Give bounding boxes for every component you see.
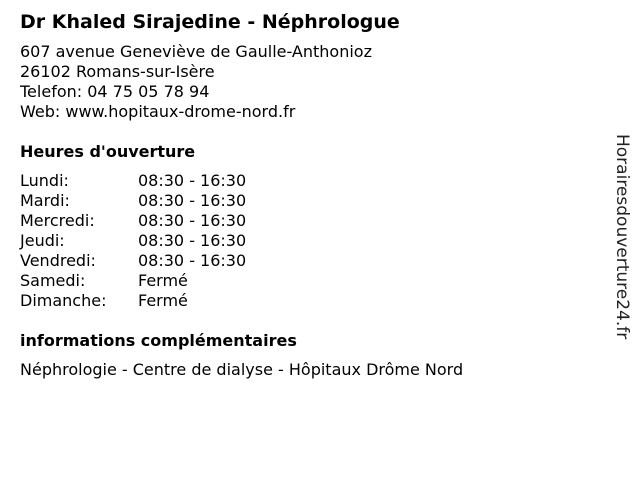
business-card <box>20 10 600 380</box>
page-title: Dr Khaled Sirajedine - Néphrologue <box>20 11 400 33</box>
hours-row-sunday <box>20 291 600 311</box>
additional-info-text: Néphrologie - Centre de dialyse - Hôpitaux Drôme Nord <box>20 360 464 379</box>
hours-row-tuesday <box>20 191 600 211</box>
site-watermark <box>612 134 632 344</box>
time-value: 08:30 - 16:30 <box>138 171 247 190</box>
opening-hours-list <box>20 171 600 311</box>
hours-row-thursday <box>20 231 600 251</box>
time-value: 08:30 - 16:30 <box>138 251 247 270</box>
time-value: 08:30 - 16:30 <box>138 231 247 250</box>
street-address: 607 avenue Geneviève de Gaulle-Anthonioz <box>20 42 372 61</box>
time-value: 08:30 - 16:30 <box>138 191 247 210</box>
hours-row-friday <box>20 251 600 271</box>
day-label: Jeudi: <box>20 231 65 250</box>
hours-row-wednesday <box>20 211 600 231</box>
day-label: Samedi: <box>20 271 86 290</box>
day-label: Lundi: <box>20 171 69 190</box>
opening-hours-heading: Heures d'ouverture <box>20 142 196 161</box>
time-value: Fermé <box>138 291 188 310</box>
address-block <box>20 42 600 122</box>
day-label: Vendredi: <box>20 251 96 270</box>
city-address: 26102 Romans-sur-Isère <box>20 62 215 81</box>
day-label: Dimanche: <box>20 291 107 310</box>
website: Web: www.hopitaux-drome-nord.fr <box>20 102 296 121</box>
phone-number: Telefon: 04 75 05 78 94 <box>20 82 210 101</box>
hours-row-monday <box>20 171 600 191</box>
additional-info-heading: informations complémentaires <box>20 331 297 350</box>
time-value: 08:30 - 16:30 <box>138 211 247 230</box>
time-value: Fermé <box>138 271 188 290</box>
day-label: Mercredi: <box>20 211 95 230</box>
watermark-text: Horairesdouverture24.fr <box>612 134 632 340</box>
day-label: Mardi: <box>20 191 70 210</box>
hours-row-saturday <box>20 271 600 291</box>
